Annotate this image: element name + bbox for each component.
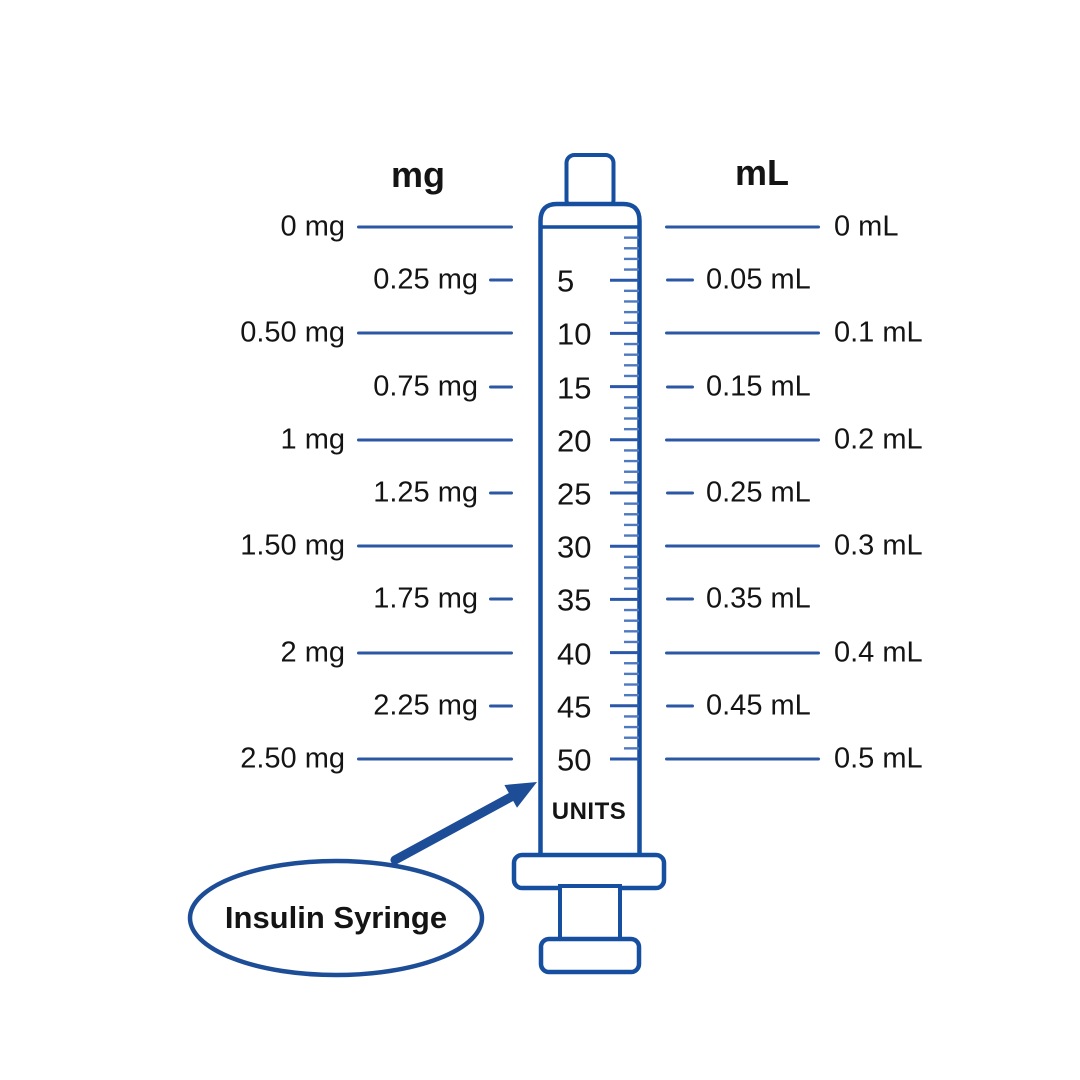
mg-value-label: 1.75 mg [373, 582, 478, 615]
unit-scale-number: 10 [557, 316, 592, 352]
ml-scale-line [666, 279, 694, 282]
ml-scale-line [665, 332, 820, 335]
mg-value-label: 0 mg [280, 210, 345, 243]
ml-value-label: 0.4 mL [834, 636, 923, 669]
mg-value-label: 0.25 mg [373, 263, 478, 296]
mg-value-label: 1.25 mg [373, 476, 478, 509]
mg-scale-line [357, 545, 513, 548]
unit-scale-number: 50 [557, 742, 592, 778]
ml-scale-line [665, 545, 820, 548]
mg-value-label: 2 mg [280, 636, 345, 669]
ml-value-label: 0.25 mL [706, 476, 811, 509]
unit-scale-number: 40 [557, 636, 592, 672]
unit-scale-number: 45 [557, 689, 592, 725]
unit-scale-number: 15 [557, 370, 592, 406]
units-label: UNITS [551, 798, 627, 825]
mg-value-label: 2.50 mg [240, 742, 345, 775]
ml-value-label: 0.3 mL [834, 529, 923, 562]
ml-column-header: mL [735, 152, 789, 193]
ml-value-label: 0.2 mL [834, 423, 923, 456]
mg-scale-line [357, 758, 513, 761]
mg-scale-line [489, 492, 513, 495]
mg-scale-line [357, 332, 513, 335]
ml-scale-line [665, 758, 820, 761]
mg-scale-line [357, 226, 513, 229]
ml-value-label: 0.15 mL [706, 370, 811, 403]
ml-scale-line [666, 704, 694, 707]
unit-scale-number: 5 [557, 263, 575, 299]
ml-value-label: 0 mL [834, 210, 899, 243]
mg-value-label: 1.50 mg [240, 529, 345, 562]
needle-hub [567, 155, 614, 208]
ml-scale-line [665, 438, 820, 441]
ml-scale-line [665, 651, 820, 654]
unit-scale-number: 25 [557, 476, 592, 512]
ml-scale-line [666, 385, 694, 388]
ml-value-label: 0.1 mL [834, 316, 923, 349]
mg-value-label: 1 mg [280, 423, 345, 456]
ml-scale-line [666, 492, 694, 495]
mg-scale-line [357, 651, 513, 654]
mg-scale-line [357, 438, 513, 441]
ml-value-label: 0.35 mL [706, 582, 811, 615]
mg-scale-line [489, 598, 513, 601]
plunger-shaft [560, 886, 620, 942]
plunger-thumb-rest [541, 939, 639, 972]
unit-scale-number: 30 [557, 529, 592, 565]
ml-value-label: 0.05 mL [706, 263, 811, 296]
mg-column-header: mg [391, 154, 445, 195]
ml-scale-line [665, 226, 820, 229]
ml-value-label: 0.5 mL [834, 742, 923, 775]
finger-flange [514, 855, 664, 888]
ml-scale-line [666, 598, 694, 601]
callout-label: Insulin Syringe [224, 900, 448, 935]
mg-value-label: 0.75 mg [373, 370, 478, 403]
unit-scale-number: 20 [557, 423, 592, 459]
mg-scale-line [489, 279, 513, 282]
unit-scale-number: 35 [557, 582, 592, 618]
mg-value-label: 2.25 mg [373, 689, 478, 722]
callout-arrow-line [395, 797, 511, 860]
mg-scale-line [489, 704, 513, 707]
mg-scale-line [489, 385, 513, 388]
mg-value-label: 0.50 mg [240, 316, 345, 349]
ml-value-label: 0.45 mL [706, 689, 811, 722]
